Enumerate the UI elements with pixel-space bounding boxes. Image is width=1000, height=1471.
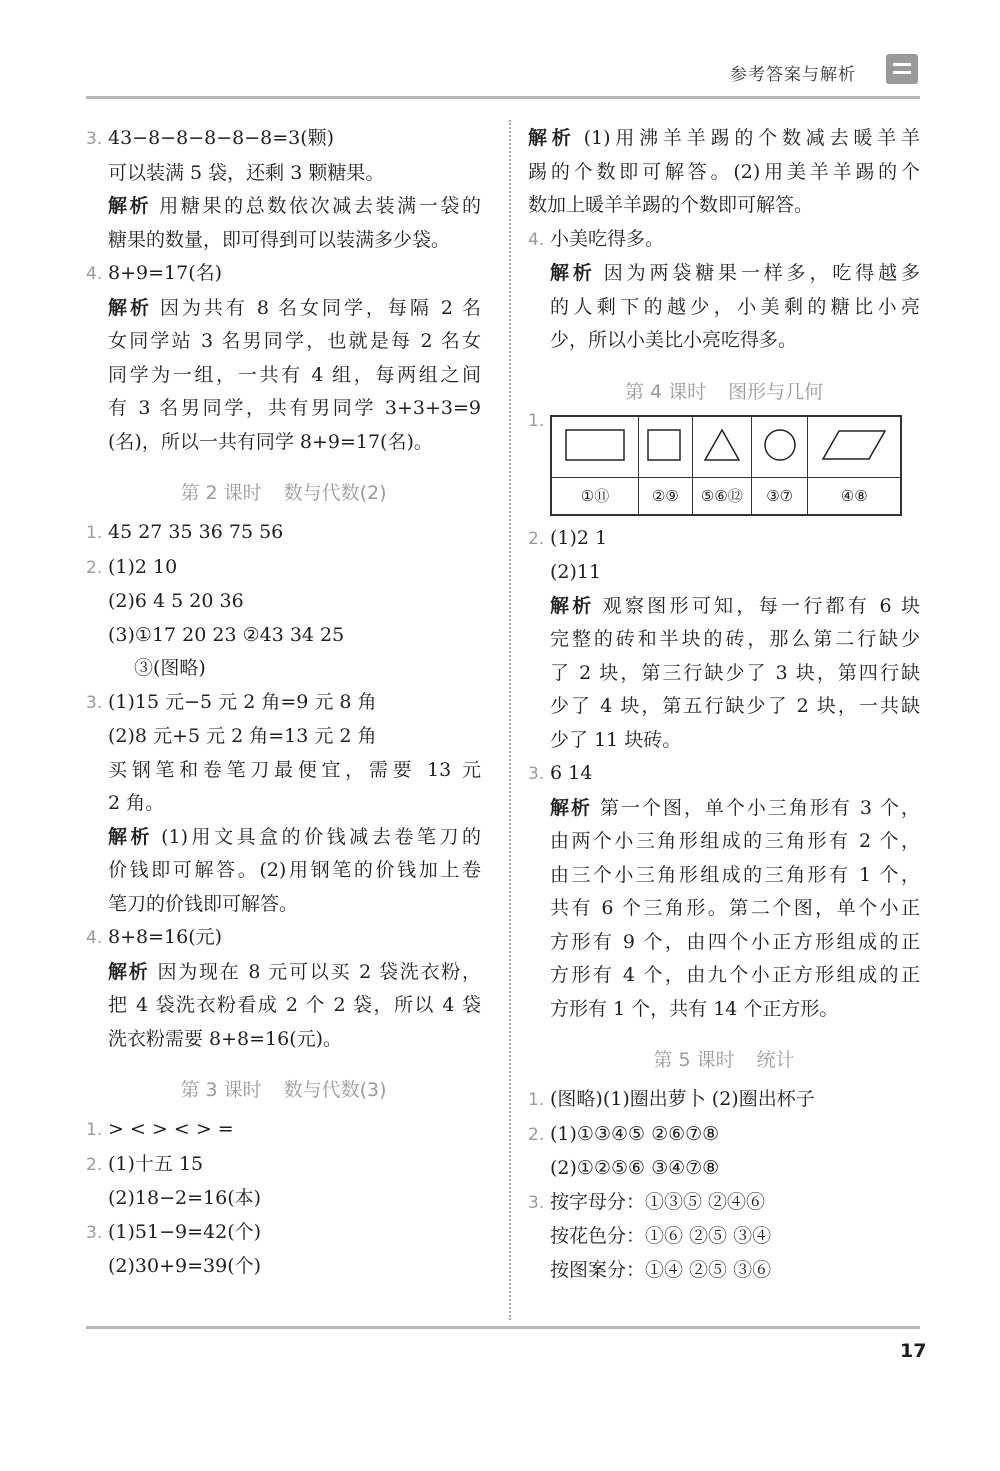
answer-line: 按花色分：①⑥ ②⑤ ③④ (550, 1225, 772, 1247)
answer-line: 2. (1)2 10 (86, 555, 178, 578)
answer-line: (2)11 (550, 561, 602, 583)
answer-line: 1. > < > < > = (86, 1118, 234, 1140)
shape-label: ④⑧ (808, 477, 901, 515)
explanation-line: (名)，所以一共有同学 8+9=17(名)。 (108, 430, 433, 453)
right-column (528, 122, 920, 1287)
page-header (0, 56, 1000, 96)
column-divider (509, 120, 511, 1320)
shape-cell (639, 416, 693, 478)
answer-line: (2)8 元+5 元 2 角=13 元 2 角 (108, 725, 377, 747)
explanation-line: 数加上暖羊羊踢的个数即可解答。 (528, 194, 814, 216)
answer-line: 2. (1)十五 15 (86, 1152, 204, 1175)
explanation-line: 方形有 4 个，由九个小正方形组成的正 (550, 964, 920, 986)
answer-line: 可以装满 5 袋，还剩 3 颗糖果。 (108, 161, 385, 184)
rectangle-icon (564, 428, 626, 462)
explanation-line: 笔刀的价钱即可解答。 (108, 892, 299, 915)
explanation-line: 了 2 块，第三行缺少了 3 块，第四行缺 (550, 661, 920, 684)
explanation-line: 洗衣粉需要 8+8=16(元)。 (108, 1027, 343, 1050)
shape-cell (808, 416, 901, 478)
answer-line: 4. 小美吃得多。 (528, 227, 665, 250)
circle-icon (760, 427, 800, 463)
triangle-icon (702, 427, 742, 463)
explanation-line: 解析 因为现在 8 元可以买 2 袋洗衣粉， (108, 960, 481, 983)
explanation-line: 女同学站 3 名男同学，也就是每 2 名女 (108, 330, 481, 352)
explanation-line: 共有 6 个三角形。第二个图，单个小正 (550, 897, 920, 919)
answer-line: (2)18−2=16(本) (108, 1187, 262, 1209)
explanation-line: 方形有 9 个，由四个小正方形组成的正 (550, 930, 920, 953)
shape-cell (751, 416, 808, 478)
answer-line: 3. 6 14 (528, 762, 593, 784)
explanation-line: 把 4 袋洗衣粉看成 2 个 2 袋，所以 4 袋 (108, 994, 481, 1016)
explanation-line: 解析 观察图形可知，每一行都有 6 块 (550, 594, 920, 617)
explanation-line: 少了 4 块，第五行缺少了 2 块，一共缺 (550, 695, 920, 717)
explanation-line: 同学为一组，一共有 4 组，每两组之间 (108, 363, 481, 386)
explanation-line: 少了 11 块砖。 (550, 728, 682, 751)
answer-line: (2)①②⑤⑥ ③④⑦⑧ (550, 1157, 720, 1179)
explanation-line: 踢的个数即可解答。(2)用美羊羊踢的个 (528, 160, 920, 183)
answer-line: ③(图略) (134, 657, 206, 679)
parallelogram-icon (821, 427, 887, 463)
left-column (86, 122, 481, 1284)
answer-line: 1. 45 27 35 36 75 56 (86, 521, 284, 543)
square-icon (646, 428, 684, 462)
answer-line: 4. 8+9=17(名) (86, 262, 223, 284)
answer-line: (2)30+9=39(个) (108, 1255, 262, 1277)
question-number: 1. (528, 410, 545, 431)
answer-line: 1. (图略)(1)圈出萝卜 (2)圈出杯子 (528, 1088, 815, 1110)
answer-line: 3. 43−8−8−8−8−8=3(颗) (86, 127, 335, 149)
explanation-line: 方形有 1 个，共有 14 个正方形。 (550, 997, 839, 1020)
book-icon (886, 54, 918, 84)
answer-line: 2. (1)①③④⑤ ②⑥⑦⑧ (528, 1122, 720, 1145)
answer-line: 按图案分：①④ ②⑤ ③⑥ (550, 1258, 772, 1281)
explanation-line: 由两个小三角形组成的三角形有 2 个， (550, 830, 920, 852)
explanation-line: 解析 第一个图，单个小三角形有 3 个， (550, 796, 920, 819)
explanation-line: 由三个小三角形组成的三角形有 1 个， (550, 863, 920, 886)
explanation-line: 少，所以小美比小亮吃得多。 (550, 329, 798, 351)
header-rule (86, 96, 920, 99)
answer-line: 4. 8+8=16(元) (86, 926, 223, 948)
answer-line: 买钢笔和卷笔刀最便宜，需要 13 元 (108, 758, 481, 781)
section-title: 第 3 课时 数与代数(3) (180, 1079, 387, 1101)
shape-label: ⑤⑥⑫ (692, 477, 751, 515)
answer-line: 3. 按字母分：①③⑤ ②④⑥ (528, 1190, 766, 1213)
shape-table (550, 415, 902, 516)
explanation-line: 解析 因为两袋糖果一样多，吃得越多 (550, 262, 920, 284)
answer-line: 2 角。 (108, 792, 165, 814)
explanation-line: 解析 (1)用沸羊羊踢的个数减去暖羊羊 (528, 127, 920, 149)
shape-question (528, 410, 920, 516)
footer-rule (86, 1326, 920, 1329)
shape-label: ②⑨ (639, 477, 693, 515)
explanation-line: 完整的砖和半块的砖，那么第二行缺少 (550, 628, 920, 650)
explanation-line: 有 3 名男同学，共有男同学 3+3+3=9 (108, 397, 481, 419)
answer-line: (2)6 4 5 20 36 (108, 590, 244, 612)
section-title: 第 5 课时 统计 (653, 1049, 795, 1071)
explanation-line: 的人剩下的越少，小美剩的糖比小亮 (550, 295, 920, 318)
shape-label: ③⑦ (751, 477, 808, 515)
answer-line: 3. (1)15 元−5 元 2 角=9 元 8 角 (86, 690, 377, 713)
shape-cell (692, 416, 751, 478)
explanation-line: 解析 因为共有 8 名女同学，每隔 2 名 (108, 296, 481, 319)
header-title: 参考答案与解析 (730, 65, 856, 85)
explanation-line: 解析 用糖果的总数依次减去装满一袋的 (108, 195, 481, 217)
explanation-line: 价钱即可解答。(2)用钢笔的价钱加上卷 (108, 859, 481, 881)
section-title: 第 4 课时 图形与几何 (624, 380, 824, 403)
section-title: 第 2 课时 数与代数(2) (180, 482, 387, 504)
answer-line: (3)①17 20 23 ②43 34 25 (108, 623, 345, 646)
shape-label: ①⑪ (551, 477, 639, 515)
explanation-line: 解析 (1)用文具盒的价钱减去卷笔刀的 (108, 825, 481, 848)
page-number: 17 (900, 1340, 927, 1362)
explanation-line: 糖果的数量，即可得到可以装满多少袋。 (108, 228, 451, 251)
answer-line: 2. (1)2 1 (528, 526, 608, 549)
shape-cell (551, 416, 639, 478)
answer-line: 3. (1)51−9=42(个) (86, 1220, 262, 1243)
